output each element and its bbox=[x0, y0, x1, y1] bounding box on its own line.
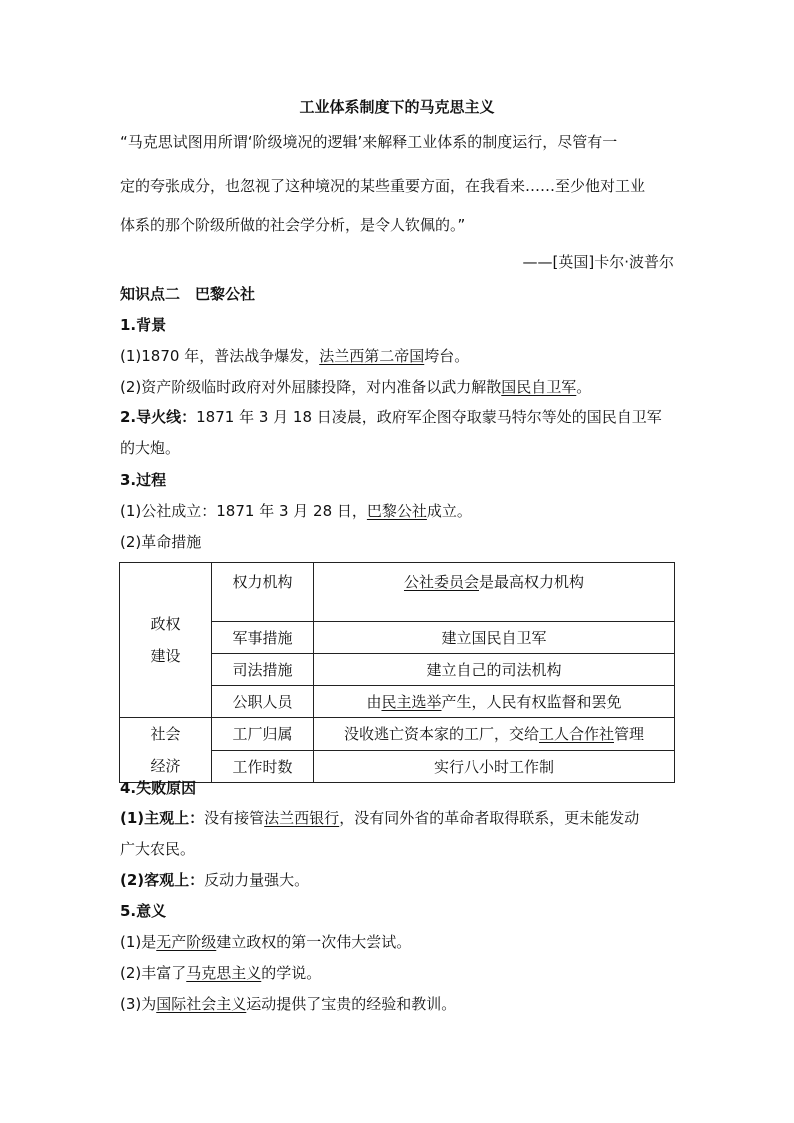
significance-item-3 bbox=[120, 993, 456, 1015]
background-item-2-key: 国民自卫军 bbox=[501, 378, 577, 396]
table-value-cell bbox=[314, 563, 675, 622]
group-socioeconomic-line-1: 社会 bbox=[150, 725, 181, 743]
group-socioeconomic-line-2: 经济 bbox=[150, 757, 181, 775]
table-key-cell: 司法措施 bbox=[212, 654, 314, 686]
measures-table bbox=[119, 562, 675, 783]
table-key-cell: 权力机构 bbox=[212, 563, 314, 622]
significance-item-3-post: 运动提供了宝贵的经验和教训。 bbox=[246, 995, 457, 1013]
failure-label: 4.失败原因 bbox=[120, 779, 197, 797]
fuse-text-1: 1871 年 3 月 18 日凌晨，政府军企图夺取蒙马特尔等处的国民自卫军 bbox=[196, 408, 662, 426]
quote-attribution: ——[英国]卡尔·波普尔 bbox=[522, 253, 674, 271]
table-value-cell bbox=[314, 686, 675, 718]
table-value-pre: 没收逃亡资本家的工厂，交给 bbox=[343, 725, 539, 744]
table-value-post: 是最高权力机构 bbox=[479, 573, 585, 591]
table-key-cell: 军事措施 bbox=[212, 622, 314, 654]
failure-item-2 bbox=[120, 869, 309, 891]
table-value-key: 民主选举 bbox=[381, 693, 442, 711]
quote-line-3: 体系的那个阶级所做的社会学分析，是令人钦佩的。” bbox=[120, 216, 466, 234]
background-item-2-post: 。 bbox=[576, 378, 592, 396]
quote-line-1: “马克思试图用所谓‘阶级境况的逻辑’来解释工业体系的制度运行，尽管有一 bbox=[120, 133, 618, 151]
background-item-2 bbox=[120, 376, 591, 398]
table-key-cell: 工厂归属 bbox=[212, 718, 314, 751]
quote-title: 工业体系制度下的马克思主义 bbox=[299, 98, 495, 116]
table-key-cell: 公职人员 bbox=[212, 686, 314, 718]
table-row bbox=[120, 718, 675, 751]
background-label: 1.背景 bbox=[120, 316, 167, 334]
significance-item-2-pre: (2)丰富了 bbox=[120, 964, 187, 982]
significance-label: 5.意义 bbox=[120, 902, 167, 920]
fuse-label: 2.导火线： bbox=[120, 408, 197, 426]
table-value-post: 产生，人民有权监督和罢免 bbox=[441, 693, 622, 711]
group-political-line-2: 建设 bbox=[150, 647, 181, 665]
table-value-post: 管理 bbox=[614, 725, 645, 744]
table-value-cell bbox=[314, 718, 675, 751]
table-value-cell: 建立国民自卫军 bbox=[314, 622, 675, 654]
background-item-1-post: 垮台。 bbox=[424, 347, 470, 365]
significance-item-1-pre: (1)是 bbox=[120, 933, 157, 951]
table-value-pre: 由 bbox=[366, 693, 382, 711]
significance-item-2 bbox=[120, 962, 321, 984]
significance-item-2-post: 的学说。 bbox=[261, 964, 322, 982]
failure-item-1 bbox=[120, 807, 639, 829]
table-value-key: 工人合作社 bbox=[538, 725, 614, 744]
failure-item-2-text: 反动力量强大。 bbox=[204, 871, 310, 889]
background-item-2-pre: (2)资产阶级临时政府对外屈膝投降，对内准备以武力解散 bbox=[120, 378, 502, 396]
significance-item-1 bbox=[120, 931, 411, 953]
section-heading: 知识点二 巴黎公社 bbox=[120, 285, 256, 303]
process-item-1-post: 成立。 bbox=[426, 502, 472, 520]
group-socioeconomic bbox=[120, 718, 212, 783]
background-item-1-key: 法兰西第二帝国 bbox=[319, 347, 425, 365]
significance-item-1-post: 建立政权的第一次伟大尝试。 bbox=[216, 933, 412, 951]
group-political bbox=[120, 563, 212, 718]
failure-item-1-key: 法兰西银行 bbox=[264, 809, 340, 827]
table-value-key: 公社委员会 bbox=[403, 573, 479, 591]
background-item-1-pre: (1)1870 年，普法战争爆发， bbox=[120, 347, 320, 365]
failure-item-1-pre: 没有接管 bbox=[204, 809, 265, 827]
process-label: 3.过程 bbox=[120, 471, 167, 489]
table-row bbox=[120, 563, 675, 622]
significance-item-3-pre: (3)为 bbox=[120, 995, 157, 1013]
quote-line-2: 定的夸张成分，也忽视了这种境况的某些重要方面，在我看来……至少他对工业 bbox=[120, 177, 646, 195]
background-item-1 bbox=[120, 345, 469, 367]
significance-item-3-key: 国际社会主义 bbox=[156, 995, 247, 1013]
process-item-1 bbox=[120, 500, 472, 522]
table-value-cell: 建立自己的司法机构 bbox=[314, 654, 675, 686]
fuse-line-2: 的大炮。 bbox=[120, 439, 181, 457]
significance-item-1-key: 无产阶级 bbox=[156, 933, 217, 951]
failure-item-1-post: ，没有同外省的革命者取得联系，更未能发动 bbox=[339, 809, 640, 827]
process-item-1-key: 巴黎公社 bbox=[366, 502, 427, 520]
failure-item-1-line-2: 广大农民。 bbox=[120, 840, 196, 858]
process-item-2: (2)革命措施 bbox=[120, 533, 202, 551]
significance-item-2-key: 马克思主义 bbox=[186, 964, 262, 982]
table-key-cell: 工作时数 bbox=[212, 750, 314, 783]
table-value-cell: 实行八小时工作制 bbox=[314, 750, 675, 783]
group-political-line-1: 政权 bbox=[150, 615, 181, 633]
failure-item-2-label: (2)客观上： bbox=[120, 871, 205, 889]
fuse-line-1 bbox=[120, 406, 662, 428]
failure-item-1-label: (1)主观上： bbox=[120, 809, 205, 827]
process-item-1-pre: (1)公社成立：1871 年 3 月 28 日， bbox=[120, 502, 367, 520]
